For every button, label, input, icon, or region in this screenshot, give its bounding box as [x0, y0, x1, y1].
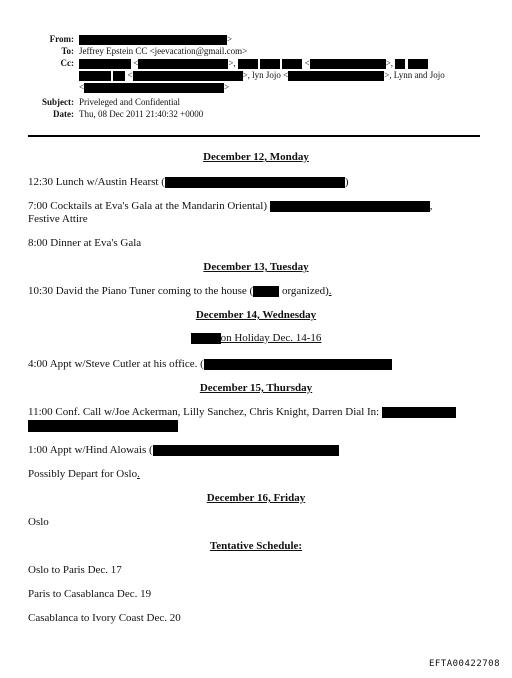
tentative-item: Oslo to Paris Dec. 17 [28, 564, 122, 576]
schedule-item: 8:00 Dinner at Eva's Gala [28, 237, 142, 249]
cc-row-1 [0, 57, 512, 69]
redaction-block [288, 71, 384, 81]
redaction-block [113, 71, 125, 81]
schedule-item [28, 406, 456, 418]
subject-label: Subject: [42, 97, 74, 107]
cc-row-3-value [79, 81, 229, 93]
cc-row-1-value [79, 57, 428, 69]
tentative-item: Casablanca to Ivory Coast Dec. 20 [28, 612, 181, 624]
redaction-block [408, 59, 428, 69]
redaction-block [282, 59, 302, 69]
header-divider [28, 135, 480, 137]
item-text: . [328, 285, 332, 297]
from-row [0, 33, 512, 45]
item-text: 11:00 Conf. Call w/Joe Ackerman, Lilly Sanchez, Chris Knight, Darren Dial In: [28, 406, 380, 418]
bates-number: EFTA00422708 [428, 659, 500, 669]
schedule-item: Oslo [28, 516, 49, 528]
day-heading-wednesday: December 14, Wednesday [195, 309, 317, 321]
item-text: 7:00 Cocktails at Eva's Gala at the Mandarin Oriental) [28, 200, 268, 212]
date-value: Thu, 08 Dec 2011 21:40:32 +0000 [79, 109, 204, 119]
redaction-block [79, 71, 111, 81]
cc-sep: < [133, 58, 139, 68]
cc-sep: >, [385, 58, 394, 68]
day-heading-tuesday: December 13, Tuesday [203, 261, 309, 273]
cc-sep: < [79, 82, 85, 92]
email-header [0, 33, 512, 129]
schedule-item [28, 468, 140, 480]
subject-row [0, 96, 512, 108]
item-text: Possibly Depart for Oslo [28, 468, 138, 480]
schedule-item [28, 200, 433, 212]
to-row [0, 45, 512, 57]
redaction-block [310, 59, 386, 69]
day-heading-friday: December 16, Friday [206, 492, 306, 504]
from-value [79, 33, 232, 45]
item-text: on Holiday Dec. 14-16 [220, 332, 322, 344]
redaction-block [270, 201, 430, 212]
cc-row-2-value [79, 69, 445, 81]
cc-sep: < [304, 58, 310, 68]
date-label: Date: [53, 109, 74, 119]
redaction-block [165, 177, 345, 188]
tentative-item: Paris to Casablanca Dec. 19 [28, 588, 152, 600]
to-value: Jeffrey Epstein CC <jeevacation@gmail.com> [79, 46, 248, 56]
redaction-block [395, 59, 405, 69]
item-text: organized) [281, 285, 329, 297]
redaction-block [153, 445, 339, 456]
item-text: 10:30 David the Piano Tuner coming to the house ( [28, 285, 254, 297]
day-heading-monday: December 12, Monday [203, 151, 309, 163]
day-heading-thursday: December 15, Thursday [199, 382, 313, 394]
schedule-item [28, 176, 349, 188]
item-text: . [137, 468, 140, 480]
item-text: 1:00 Appt w/Hind Alowais ( [28, 444, 153, 456]
cc-row-2 [0, 69, 512, 81]
cc-label: Cc: [60, 58, 74, 68]
redaction-block [138, 59, 228, 69]
redaction-block [204, 359, 392, 370]
schedule-item [28, 285, 332, 297]
redaction-block [382, 407, 456, 418]
redaction-block [253, 286, 279, 297]
cc-name: >, lyn Jojo < [242, 70, 289, 80]
date-row [0, 108, 512, 120]
redaction-block [260, 59, 280, 69]
holiday-line [0, 332, 512, 344]
cc-name: >, Lynn and Jojo [384, 70, 445, 80]
redaction-block [79, 35, 227, 45]
cc-sep: >, [228, 58, 236, 68]
cc-sep: < [127, 70, 133, 80]
redaction-block [84, 83, 224, 93]
redaction-block [133, 71, 243, 81]
item-text: 4:00 Appt w/Steve Cutler at his office. ( [28, 358, 204, 370]
from-label: From: [49, 34, 74, 44]
redaction-block [28, 420, 178, 432]
subject-value: Priveleged and Confidential [79, 97, 180, 107]
item-text: ) [344, 176, 349, 188]
redaction-block [191, 333, 221, 344]
cc-row-3 [0, 81, 512, 93]
item-text: 12:30 Lunch w/Austin Hearst ( [28, 176, 165, 188]
redaction-block [238, 59, 258, 69]
redaction-block [79, 59, 131, 69]
cc-sep: > [224, 82, 230, 92]
from-tail: > [227, 34, 233, 44]
item-text: , [429, 200, 433, 212]
schedule-item [28, 444, 339, 456]
schedule-item-continuation: Festive Attire [28, 213, 88, 225]
schedule-item [28, 358, 392, 370]
to-label: To: [61, 46, 74, 56]
tentative-schedule-heading: Tentative Schedule: [209, 540, 303, 552]
